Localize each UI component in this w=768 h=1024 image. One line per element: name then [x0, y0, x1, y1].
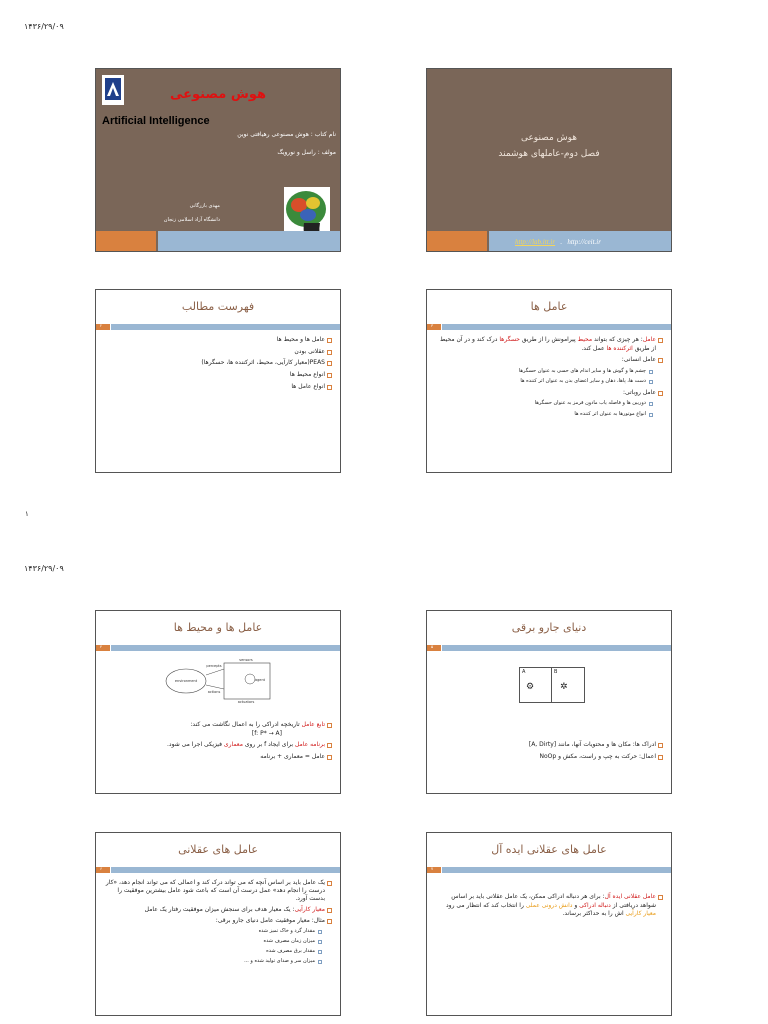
slide-title-fa: هوش مصنوعی [170, 87, 266, 102]
slide-number: ۷ [431, 866, 434, 871]
slide-title-ai [95, 68, 341, 252]
formula: [f: P* → A] [251, 729, 282, 737]
agents-content [435, 336, 663, 421]
slide-agents [426, 289, 672, 473]
slide-heading: عامل های عقلانی [178, 843, 258, 856]
page-date-bottom: ۱۴۳۶/۲۹/۰۹ [24, 564, 64, 573]
list-item: اعمال: حرکت به چپ و راست، مکش و NoOp [435, 753, 663, 762]
slide-number: ۴ [100, 644, 103, 649]
vacuum-world-grid [519, 667, 585, 703]
slide-title-en: Artificial Intelligence [102, 115, 210, 127]
link-lab[interactable]: http://lab.itt.ir [515, 238, 556, 246]
list-item: برنامه عامل برای ایجاد f بر روی معماری فیزیکی اجرا می شود. [104, 741, 332, 750]
diagram-label: actions [207, 690, 221, 694]
book-name: نام کتاب : هوش مصنوعی رهیافتی نوین [237, 131, 336, 138]
sub-item: دوربین ها و فاصله یاب مادون قرمز به عنوان حسگرها [435, 400, 663, 407]
slide-agents-env [95, 610, 341, 794]
slide-number: ۵ [431, 644, 434, 649]
list-item: تابع عامل تاریخچه ادراکی را به اعمال نگاشت می کند: [104, 721, 332, 730]
presenter-name: مهدی بازرگانی [189, 203, 220, 209]
university-name: دانشگاه آزاد اسلامی زنجان [163, 217, 220, 223]
slide-heading: دنیای جارو برقی [511, 621, 587, 634]
diagram-label: environment [174, 679, 198, 683]
list-item: مثال: معیار موفقیت عامل دنیای جارو برقی: [104, 917, 332, 925]
list-item: عامل = معماری + برنامه [104, 753, 332, 762]
slide-number: ۳ [431, 323, 434, 328]
sub-item: چشم ها و گوش ها و سایر اندام های حسی به عنوان حسگرها [435, 368, 663, 375]
diagram-label: percepts [206, 664, 222, 668]
slide-heading: عامل ها و محیط ها [173, 621, 263, 634]
sub-item: میزان سر و صدای تولید شده و ... [104, 958, 332, 965]
agent-environment-diagram [164, 655, 274, 705]
slide-heading: عامل ها [530, 300, 568, 313]
slide-rational-agents [95, 832, 341, 1016]
slide-heading: فهرست مطالب [181, 300, 255, 313]
ideal-content [435, 893, 663, 922]
slide-heading: عامل های عقلانی ایده آل [491, 843, 607, 856]
slide-chapter [426, 68, 672, 252]
list-item: یک عامل باید بر اساس آنچه که می تواند درک کند و اعمالی که می تواند انجام دهد، «کار درست را انجام دهد» عمل درست آن است که باعث شود عامل بیشترین موفقیت را بدست آورد. [104, 879, 332, 903]
sub-item: مقدار برق مصرف شده [104, 948, 332, 955]
slide-toc [95, 289, 341, 473]
book-author: مولف : راسل و نورویگ [277, 149, 336, 156]
slide-number: ۲ [100, 323, 103, 328]
sub-item: انواع موتورها به عنوان اثر کننده ها [435, 411, 663, 418]
list-item: ادراک ها: مکان ها و محتویات آنها، مانند [A, Dirty] [435, 741, 663, 750]
list-item: عامل روباتی: [435, 389, 663, 398]
list-item: انواع عامل ها [104, 383, 332, 392]
slide-number: ۶ [100, 866, 103, 871]
list-item: عامل انسانی: [435, 356, 663, 365]
links-line: http://lab.itt.ir . http://ceit.ir [515, 238, 601, 246]
rational-content [104, 879, 332, 967]
page-number: ۱ [25, 510, 29, 518]
chapter-course: هوش مصنوعی [520, 133, 578, 143]
sub-item: مقدار گرد و خاک تمیز شده [104, 928, 332, 935]
cell-a: A ⚙ [520, 668, 552, 702]
list-item: عقلانی بودن [104, 348, 332, 357]
list-item: عامل عقلانی ایده آل: برای هر دنباله ادراکی ممکن، یک عامل عقلانی باید بر اساس شواهد دریافتی از دنباله ادراکی و دانش درونی عملی را انتخاب کند که انتظار می رود معیار کارآیی اش را به حداکثر برساند. [435, 893, 663, 919]
list-item: PEAS(معیار کارآیی، محیط، اثرکننده ها، حسگرها) [104, 359, 332, 368]
sub-item: میزان زمان مصرف شده [104, 938, 332, 945]
diagram-label: agent [254, 678, 266, 682]
vacuum-content [435, 741, 663, 764]
toc-list [104, 336, 332, 394]
sub-item: دست ها، پاها، دهان و سایر اعضای بدن به عنوان اثر کننده ها [435, 378, 663, 385]
diagram-label: sensors [239, 658, 253, 662]
chapter-title: فصل دوم-عاملهای هوشمند [498, 149, 600, 159]
slide-ideal-rational [426, 832, 672, 1016]
diagram-label: actuators [237, 700, 255, 704]
slide-vacuum-world [426, 610, 672, 794]
link-ceit[interactable]: http://ceit.ir [567, 238, 601, 246]
list-item: عامل: هر چیزی که بتواند محیط پیرامونش را از طریق حسگرها درک کند و در آن محیط از طریق اثرکننده ها عمل کند. [435, 336, 663, 353]
cell-b: B ✲ [554, 669, 568, 692]
agents-env-content [104, 721, 332, 765]
list-item: عامل ها و محیط ها [104, 336, 332, 345]
list-item: معیار کارآیی: یک معیار هدف برای سنجش میزان موفقیت رفتار یک عامل [104, 906, 332, 914]
page-date-top: ۱۴۳۶/۲۹/۰۹ [24, 22, 64, 31]
list-item: انواع محیط ها [104, 371, 332, 380]
